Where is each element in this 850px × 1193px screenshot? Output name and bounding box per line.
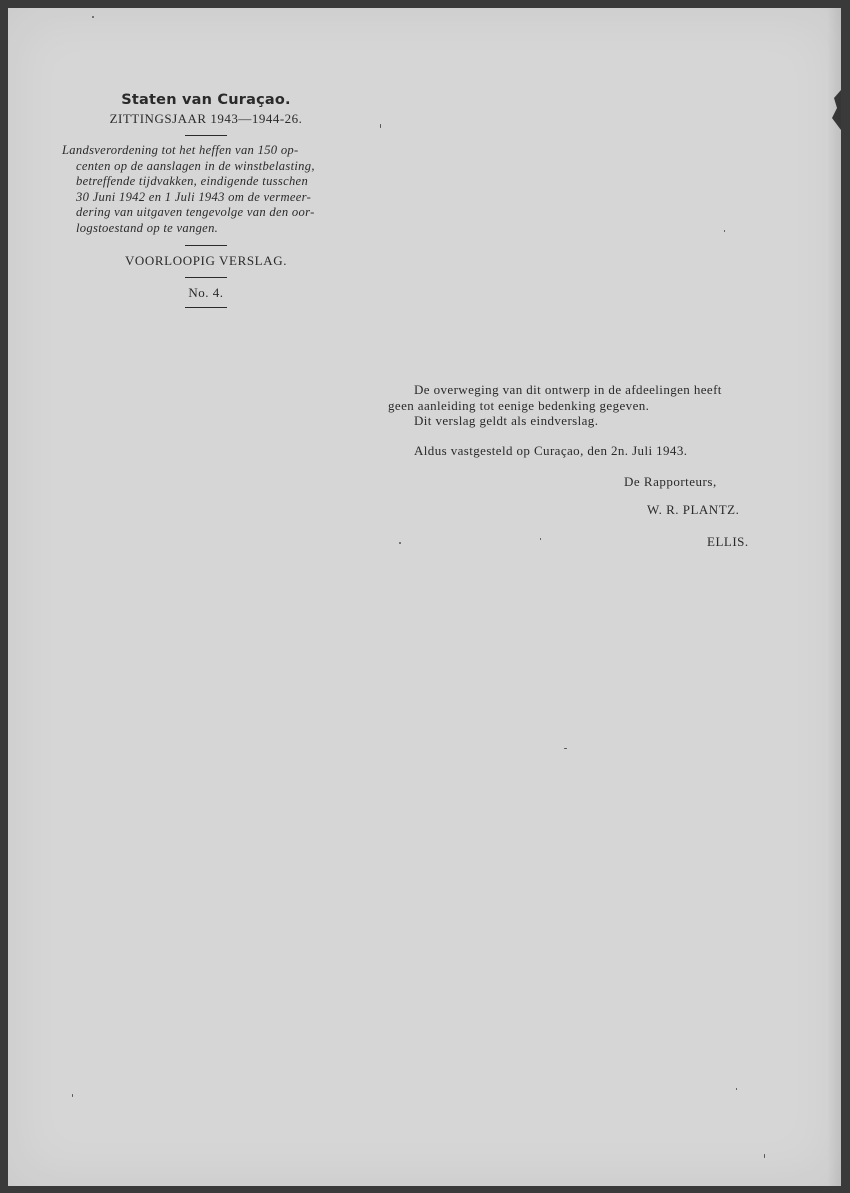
report-body: [388, 382, 786, 458]
session-year: ZITTINGSJAAR 1943—1944-26.: [109, 111, 303, 126]
divider: [185, 245, 227, 246]
paper-speck: [724, 230, 725, 232]
signatory-name: ELLIS.: [707, 534, 749, 549]
document-page: [8, 8, 841, 1186]
paragraph-line: geen aanleiding tot eenige bedenking gegeven.: [388, 397, 650, 413]
parliament-title: Staten van Curaçao.: [121, 92, 291, 108]
divider: [185, 307, 227, 308]
signatory-name: W. R. PLANTZ.: [647, 502, 740, 517]
paragraph-line: Dit verslag geldt als eindverslag.: [414, 413, 599, 428]
subject-line: Landsverordening tot het heffen van 150 op-: [62, 143, 299, 157]
paper-speck: [736, 1088, 737, 1090]
subject-line: dering van uitgaven tengevolge van den oor-: [76, 205, 315, 220]
divider: [185, 135, 227, 136]
subject-line: logstoestand op te vangen.: [76, 220, 219, 235]
paper-speck: [399, 542, 401, 544]
paper-speck: [564, 748, 567, 749]
subject-line: centen op de aanslagen in de winstbelasting,: [76, 158, 315, 173]
paper-speck: [92, 16, 94, 18]
paper-speck: [380, 124, 381, 128]
report-type: VOORLOOPIG VERSLAG.: [124, 252, 288, 268]
paper-speck: [764, 1154, 765, 1158]
document-header: [56, 92, 356, 315]
torn-edge: [831, 90, 841, 130]
report-number: No. 4.: [188, 284, 224, 300]
divider: [185, 277, 227, 278]
paragraph-line: De overweging van dit ontwerp in de afdeelingen heeft: [414, 382, 722, 397]
paper-speck: [540, 538, 541, 540]
signatory-role: De Rapporteurs,: [624, 474, 717, 489]
subject-line: betreffende tijdvakken, eindigende tusschen: [76, 174, 309, 189]
report-paragraph: [388, 382, 786, 429]
subject-line: 30 Juni 1942 en 1 Juli 1943 om de vermeer-: [76, 189, 312, 204]
ordinance-subject: [56, 143, 356, 237]
established-line: Aldus vastgesteld op Curaçao, den 2n. Juli 1943.: [414, 442, 688, 458]
paper-speck: [72, 1094, 73, 1097]
